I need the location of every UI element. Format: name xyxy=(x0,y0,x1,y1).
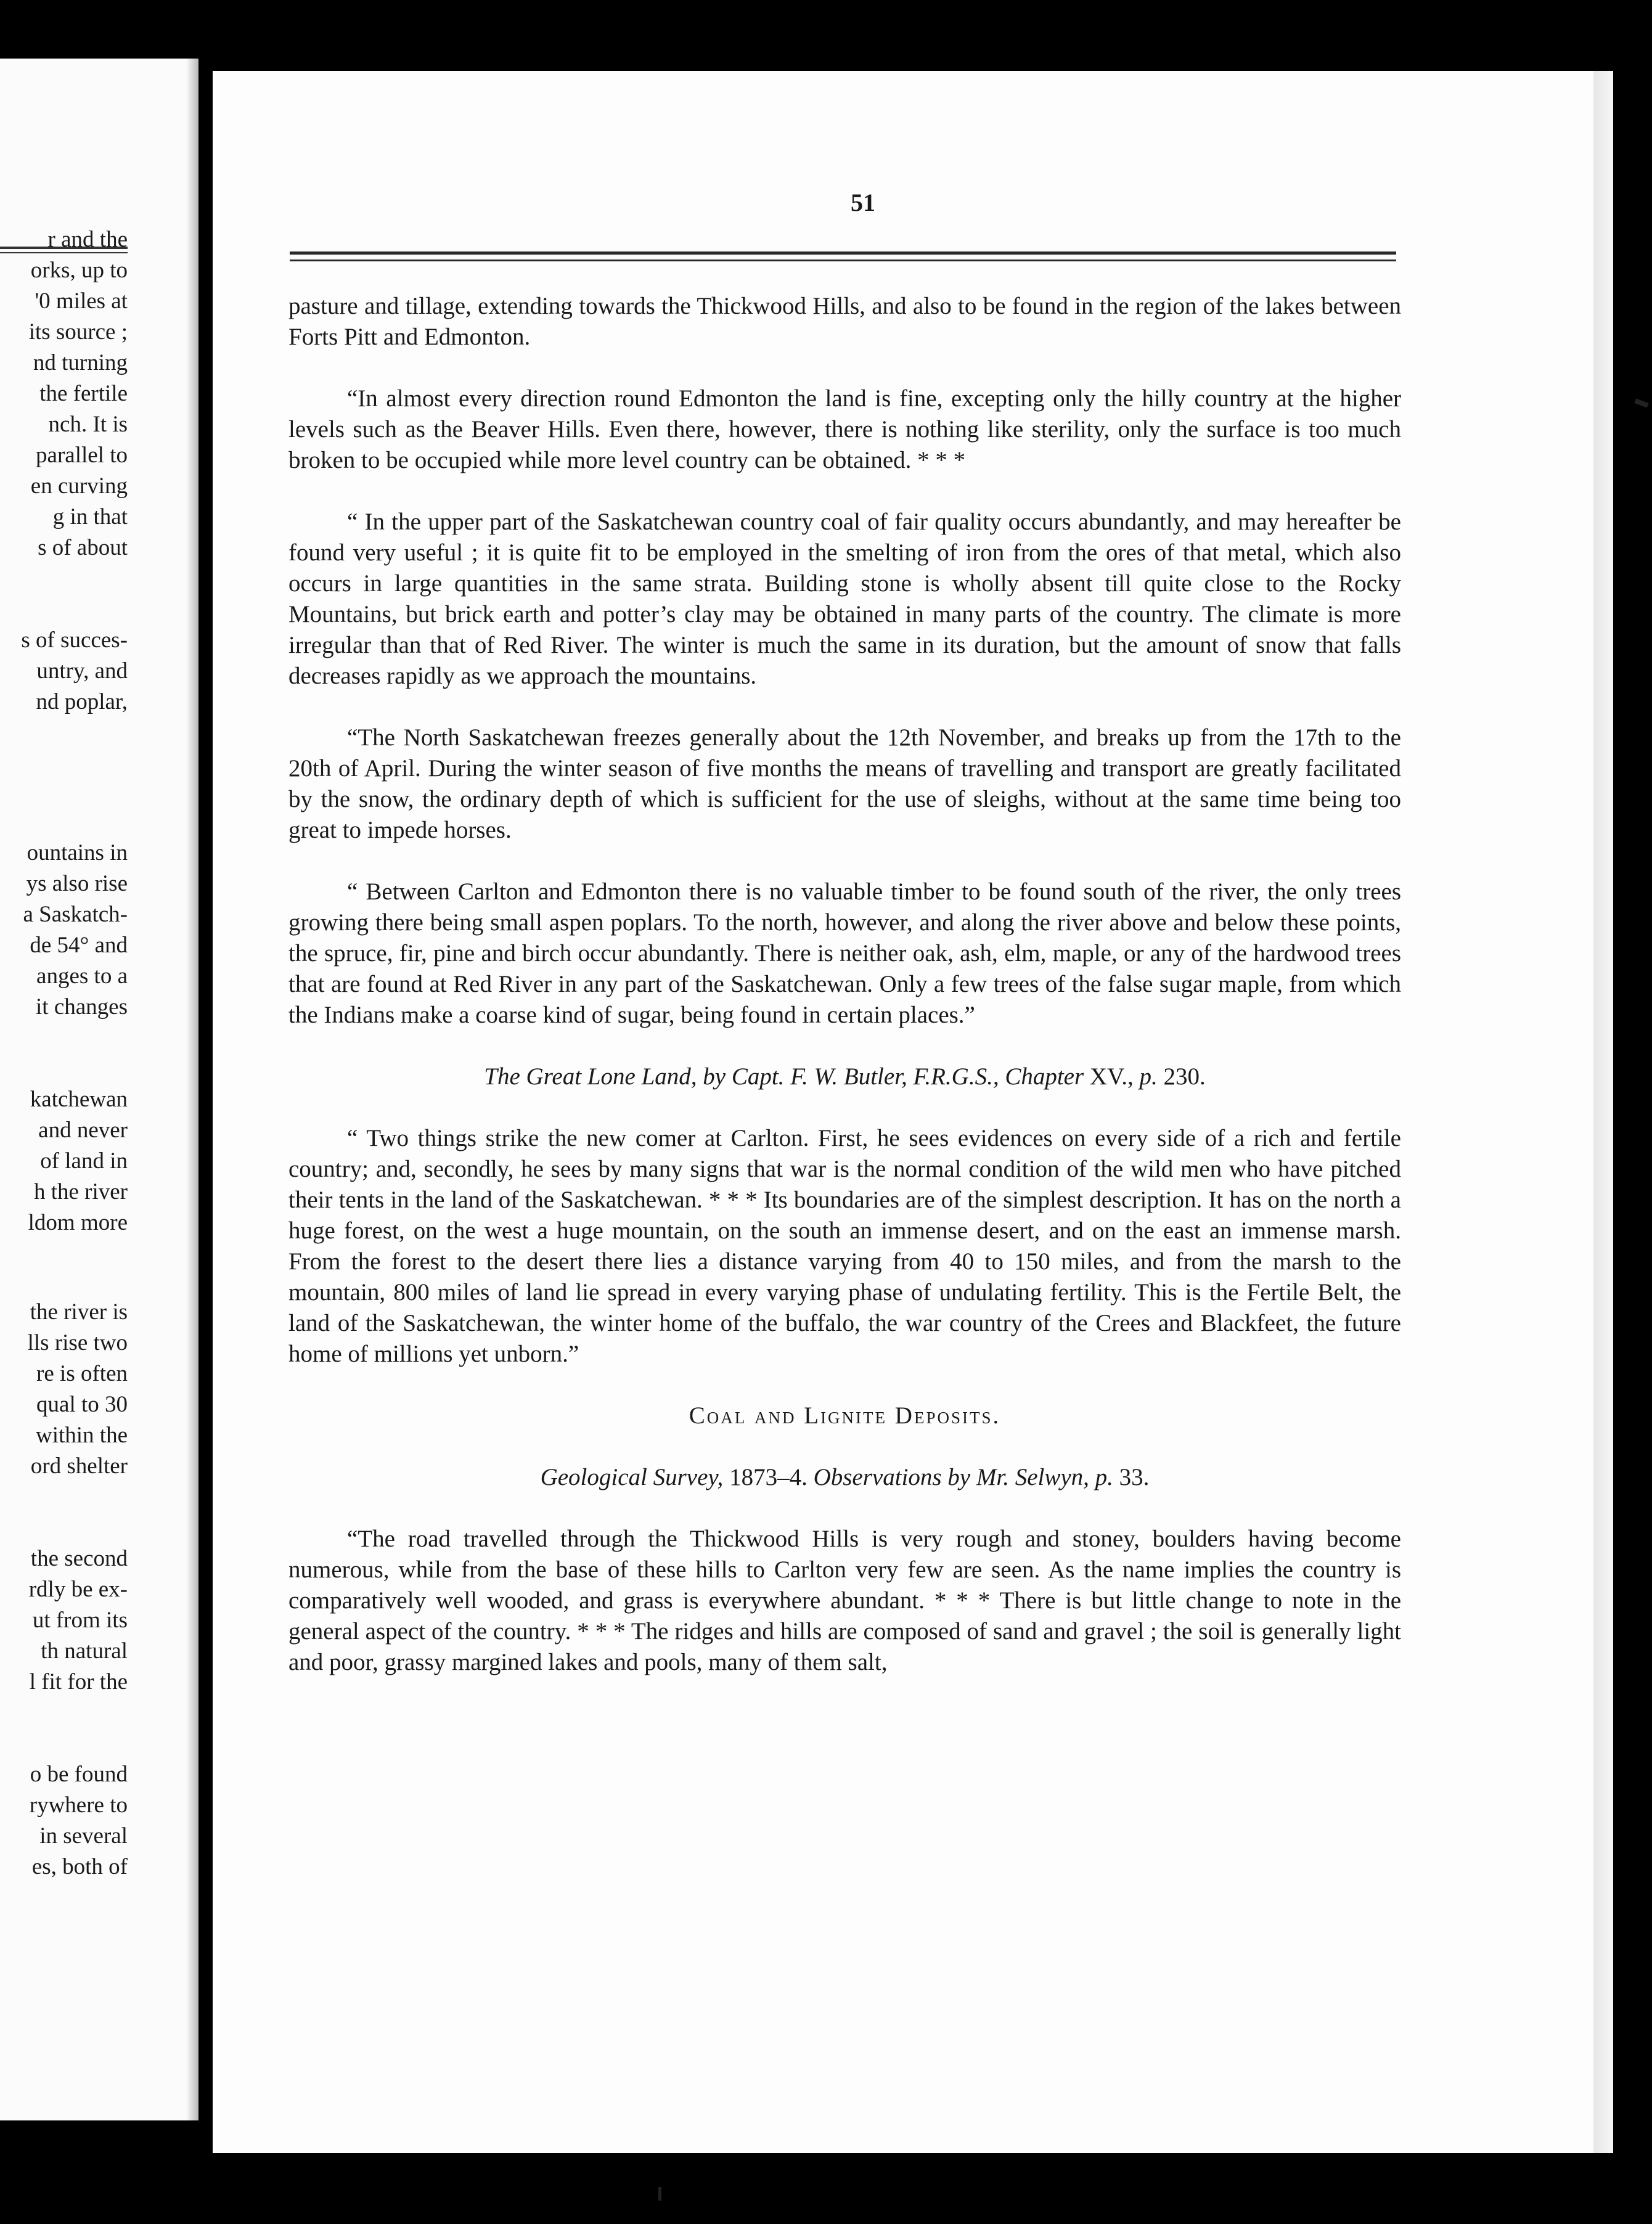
survey-year: 1873–4. xyxy=(723,1464,814,1490)
left-page-line: qual to 30 xyxy=(36,1392,128,1417)
text-column xyxy=(288,291,1401,1709)
left-page-line: ountains in xyxy=(27,840,128,865)
left-page-line: nch. It is xyxy=(48,412,128,437)
paragraph-coal-quality: “ In the upper part of the Saskatchewan country coal of fair quality occurs abundantly, and may hereafter be found very useful ; it is quite fit to be employed in the smelting of iron from the ores of that metal, which also occurs in large quantities in the same strata. Building stone is wholly absent till quite close to the Rocky Mountains, but brick earth and potter’s clay may be obtained in many parts of the country. The climate is more irregular than that of Red River. The winter is much the same in its duration, but the amount of snow that falls decreases rapidly as we approach the mountains. xyxy=(288,509,1401,689)
left-page-line: o be found xyxy=(30,1762,128,1787)
left-page-line: ut from its xyxy=(32,1608,128,1633)
left-page-line: a Saskatch- xyxy=(23,902,128,927)
header-rule xyxy=(290,251,1396,255)
citation-title: The Great Lone Land, by Capt. F. W. Butler, F.R.G.S., Chapter xyxy=(484,1063,1084,1090)
left-page-rule-thin xyxy=(0,252,128,253)
paragraph-edmonton-land: “In almost every direction round Edmonton the land is fine, excepting only the hilly country at the higher levels such as the Beaver Hills. Even there, however, there is nothing like sterility, only the surface is too much broken to be occupied while more level country can be obtained. * * * xyxy=(288,385,1401,473)
left-page-line: its source ; xyxy=(28,319,128,345)
left-page-line: r and the xyxy=(47,227,128,252)
header-rule-thin xyxy=(290,260,1396,261)
previous-page xyxy=(0,59,198,2120)
paragraph-timber: “ Between Carlton and Edmonton there is no valuable timber to be found south of the river, the only trees growing there being small aspen poplars. To the north, however, and along the river above and below these points, the spruce, fir, pine and birch occur abundantly. There is neither oak, ash, elm, maple, or any of the hardwood trees that are found at Red River in any part of the Saskatchewan. Only a few trees of the false sugar maple, from which the Indians make a coarse kind of sugar, being found in certain places.” xyxy=(288,878,1401,1028)
left-page-line: katchewan xyxy=(30,1087,128,1112)
left-page-line: es, both of xyxy=(31,1854,128,1879)
left-page-line: s of about xyxy=(38,535,128,560)
survey-observer: Observations by Mr. Selwyn, p. xyxy=(813,1464,1113,1490)
page-edge xyxy=(1593,71,1613,2153)
paragraph-river-freezing: “The North Saskatchewan freezes generally about the 12th November, and breaks up from the 17th to the 20th of April. During the winter season of five months the means of travelling and transport are greatly facilitated by the snow, the ordinary depth of which is sufficient for the use of sleighs, without at the same time being too great to impede horses. xyxy=(288,724,1401,843)
left-page-line: h the river xyxy=(33,1179,128,1204)
page-number: 51 xyxy=(851,189,875,216)
left-page-line: ord shelter xyxy=(30,1453,128,1479)
left-page-line: l fit for the xyxy=(29,1669,128,1695)
left-page-line: the second xyxy=(30,1546,128,1571)
left-page-line: s of succes- xyxy=(21,628,128,653)
left-page-line: the river is xyxy=(30,1299,128,1325)
paragraph-thickwood-road: “The road travelled through the Thickwood Hills is very rough and stoney, boulders having become numerous, while from the base of these hills to Carlton very few are seen. As the name implies the country is comparatively well wooded, and grass is everywhere abundant. * * * There is but little change to note in the general aspect of the country. * * * The ridges and hills are composed of sand and gravel ; the soil is generally light and poor, grassy margined lakes and pools, many of them salt, xyxy=(288,1526,1401,1675)
left-page-line: untry, and xyxy=(36,658,128,684)
left-page-line: in several xyxy=(39,1823,128,1849)
left-page-line: lls rise two xyxy=(27,1330,128,1355)
left-page-line: rywhere to xyxy=(29,1793,128,1818)
book-citation xyxy=(288,1061,1401,1092)
page-gutter-shadow xyxy=(186,59,198,2120)
scan-speck xyxy=(658,2187,661,2201)
section-heading: Coal and Lignite Deposits. xyxy=(689,1402,1001,1429)
left-page-line: de 54° and xyxy=(30,933,128,958)
paragraph-carlton: “ Two things strike the new comer at Carlton. First, he sees evidences on every side of a rich and fertile country; and, secondly, he sees by many signs that war is the normal condition of the wild men who have pitched their tents in the land of the Saskatchewan. * * * Its boundaries are of the simplest description. It has on the north a huge forest, on the west a huge mountain, on the south an immense desert, and on the east an immense marsh. From the forest to the desert there lies a distance varying from 40 to 150 miles, and from the marsh to the mountain, 800 miles of land lie spread in every varying phase of undulating fertility. This is the Fertile Belt, the land of the Saskatchewan, the winter home of the buffalo, the war country of the Crees and Blackfeet, the future home of millions yet unborn.” xyxy=(288,1125,1401,1367)
left-page-line: and never xyxy=(38,1118,128,1143)
survey-title: Geological Survey, xyxy=(540,1464,724,1490)
left-page-line: ys also rise xyxy=(26,871,128,896)
left-page-line: the fertile xyxy=(39,381,128,406)
left-page-line: nd turning xyxy=(33,350,128,375)
left-page-line: g in that xyxy=(52,504,128,529)
citation-page-label: p. xyxy=(1139,1063,1158,1090)
left-page-line: rdly be ex- xyxy=(28,1577,128,1602)
scan-speck xyxy=(1634,398,1648,407)
left-page-line: anges to a xyxy=(36,963,128,989)
left-page-line: parallel to xyxy=(36,443,128,468)
left-page-line: orks, up to xyxy=(30,258,128,283)
left-page-line: ldom more xyxy=(28,1210,128,1235)
continuation-paragraph: pasture and tillage, extending towards the Thickwood Hills, and also to be found in the region of the lakes between Forts Pitt and Edmonton. xyxy=(288,293,1401,350)
left-page-line: it changes xyxy=(36,994,128,1020)
left-page-line: nd poplar, xyxy=(36,689,128,714)
survey-citation xyxy=(288,1462,1401,1493)
citation-page: 230. xyxy=(1157,1063,1206,1090)
left-page-line: of land in xyxy=(40,1148,128,1174)
survey-page: 33. xyxy=(1113,1464,1150,1490)
left-page-line: en curving xyxy=(30,473,128,499)
left-page-line: '0 miles at xyxy=(35,288,128,314)
left-page-line: th natural xyxy=(41,1638,128,1664)
left-page-line: re is often xyxy=(36,1361,128,1386)
citation-chapter: XV., xyxy=(1084,1063,1140,1090)
left-page-line: within the xyxy=(35,1423,128,1448)
